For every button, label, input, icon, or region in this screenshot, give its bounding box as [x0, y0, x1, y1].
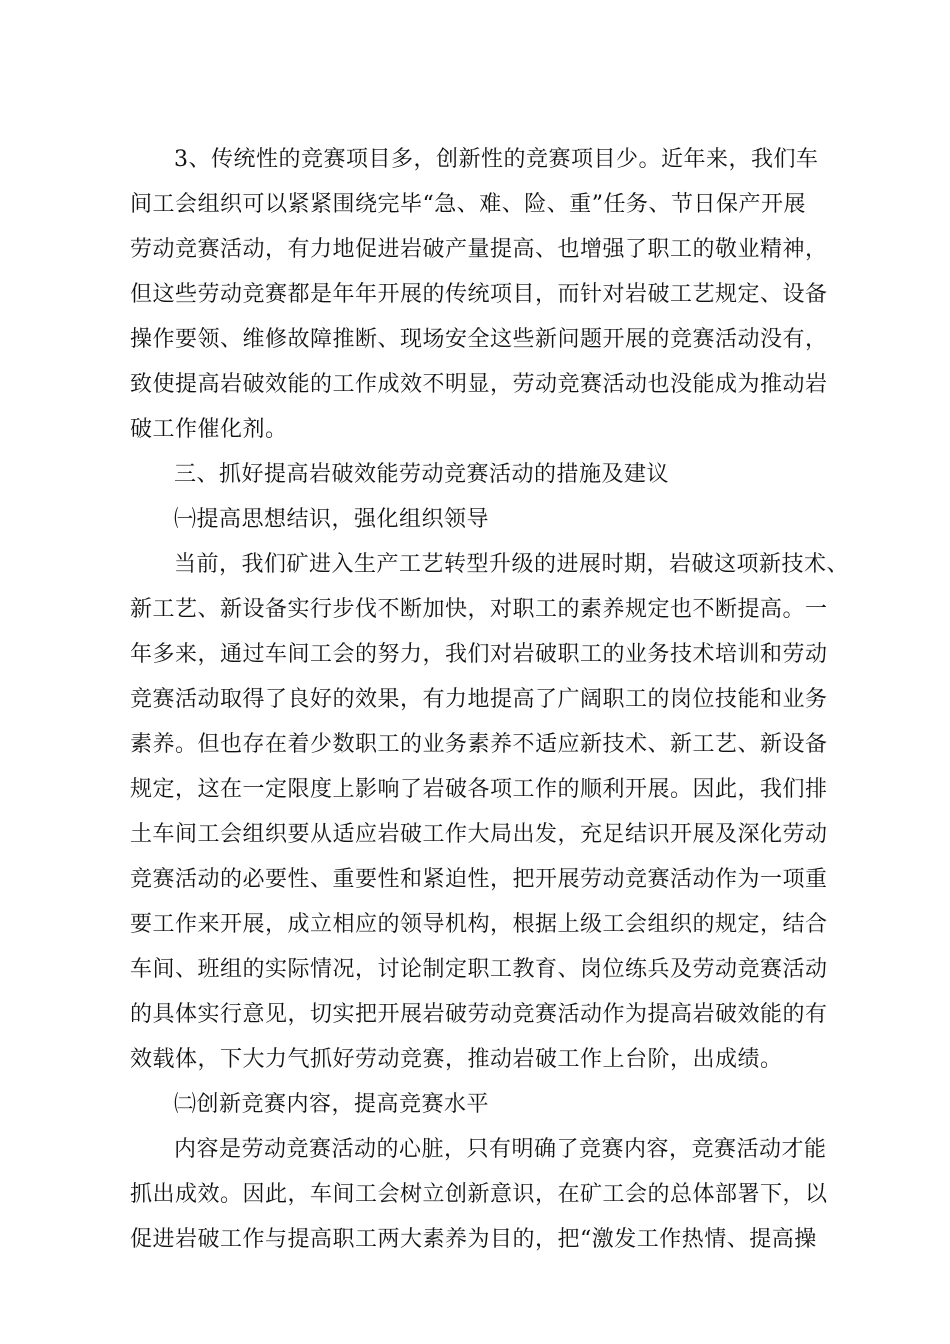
paragraph-line: 破工作催化剂。	[130, 417, 288, 442]
paragraph-line: 间工会组织可以紧紧围绕完毕“急、难、险、重”任务、节日保产开展	[130, 192, 806, 217]
subsection-heading: ㈠提高思想结识，强化组织领导	[174, 507, 490, 532]
paragraph-line: 规定，这在一定限度上影响了岩破各项工作的顺利开展。因此，我们排	[130, 777, 828, 802]
paragraph-line: 致使提高岩破效能的工作成效不明显，劳动竞赛活动也没能成为推动岩	[130, 372, 828, 397]
paragraph-line: 促进岩破工作与提高职工两大素养为目的，把“激发工作热情、提高操	[130, 1227, 817, 1252]
paragraph-line: 效载体，下大力气抓好劳动竞赛，推动岩破工作上台阶，出成绩。	[130, 1047, 783, 1072]
paragraph-line: 新工艺、新设备实行步伐不断加快，对职工的素养规定也不断提高。一	[130, 597, 828, 622]
paragraph-line: 车间、班组的实际情况，讨论制定职工教育、岗位练兵及劳动竞赛活动	[130, 957, 828, 982]
paragraph-line: 竞赛活动取得了良好的效果，有力地提高了广阔职工的岗位技能和业务	[130, 687, 828, 712]
paragraph-line: 年多来，通过车间工会的努力，我们对岩破职工的业务技术培训和劳动	[130, 642, 828, 667]
subsection-heading: ㈡创新竞赛内容，提高竞赛水平	[174, 1092, 490, 1117]
paragraph-line: 抓出成效。因此，车间工会树立创新意识，在矿工会的总体部署下，以	[130, 1182, 828, 1207]
paragraph-line: 竞赛活动的必要性、重要性和紧迫性，把开展劳动竞赛活动作为一项重	[130, 867, 828, 892]
paragraph-line: 当前，我们矿进入生产工艺转型升级的进展时期，岩破这项新技术、	[174, 552, 850, 577]
paragraph-line: 内容是劳动竞赛活动的心脏，只有明确了竞赛内容，竞赛活动才能	[174, 1137, 827, 1162]
document-body	[130, 137, 850, 1262]
paragraph-line: 的具体实行意见，切实把开展岩破劳动竞赛活动作为提高岩破效能的有	[130, 1002, 828, 1027]
paragraph-line: 要工作来开展，成立相应的领导机构，根据上级工会组织的规定，结合	[130, 912, 828, 937]
paragraph-line: 素养。但也存在着少数职工的业务素养不适应新技术、新工艺、新设备	[130, 732, 828, 757]
paragraph-line: 劳动竞赛活动，有力地促进岩破产量提高、也增强了职工的敬业精神，	[130, 237, 828, 262]
paragraph-line: 操作要领、维修故障推断、现场安全这些新问题开展的竞赛活动没有，	[130, 327, 828, 352]
paragraph-line: 3、传统性的竞赛项目多，创新性的竞赛项目少。近年来，我们车	[174, 147, 819, 172]
section-heading: 三、抓好提高岩破效能劳动竞赛活动的措施及建议	[174, 462, 670, 487]
paragraph-line: 但这些劳动竞赛都是年年开展的传统项目，而针对岩破工艺规定、设备	[130, 282, 828, 307]
paragraph-line: 土车间工会组织要从适应岩破工作大局出发，充足结识开展及深化劳动	[130, 822, 828, 847]
